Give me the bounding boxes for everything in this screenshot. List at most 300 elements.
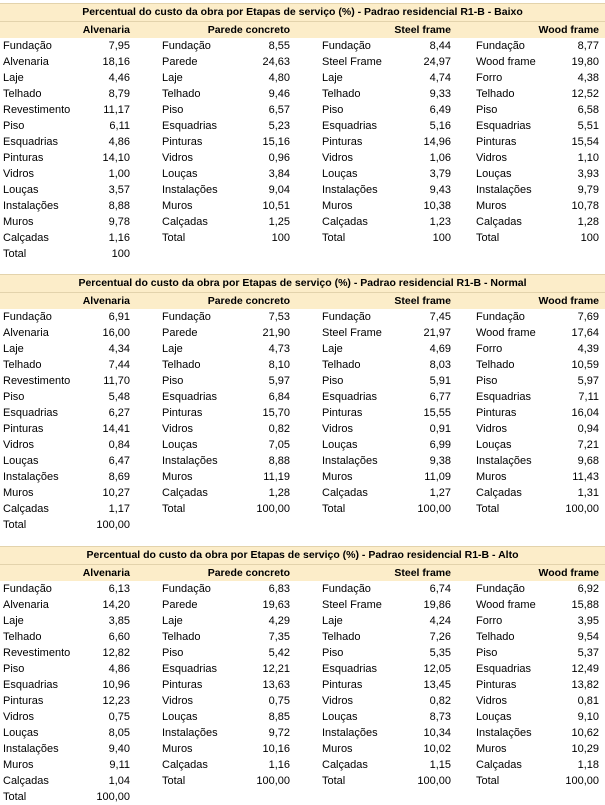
row-value: 10,02	[423, 743, 451, 755]
row-label: Instalações	[476, 455, 532, 467]
row-label: Muros	[322, 200, 353, 212]
row-value: 0,75	[268, 695, 290, 707]
row-label: Instalações	[3, 200, 59, 212]
row-label: Laje	[322, 343, 343, 355]
row-label: Total	[322, 503, 346, 515]
row-value: 15,54	[571, 136, 599, 148]
table-row	[3, 357, 130, 373]
row-value: 6,13	[108, 583, 130, 595]
row-label: Parede	[162, 327, 198, 339]
row-label: Vidros	[476, 152, 507, 164]
row-value: 14,20	[102, 599, 130, 611]
row-label: Esquadrias	[162, 391, 218, 403]
row-value: 1,16	[268, 759, 290, 771]
row-value: 15,70	[262, 407, 290, 419]
row-value: 5,97	[577, 375, 599, 387]
row-value: 7,35	[268, 631, 290, 643]
row-label: Calçadas	[162, 216, 208, 228]
row-value: 4,24	[429, 615, 451, 627]
row-label: Parede	[162, 56, 198, 68]
table-row	[162, 198, 290, 214]
table-row	[162, 741, 290, 757]
row-label: Laje	[162, 72, 183, 84]
row-label: Esquadrias	[162, 120, 218, 132]
row-label: Pinturas	[476, 136, 517, 148]
table-row	[162, 645, 290, 661]
row-label: Piso	[3, 391, 25, 403]
row-label: Vidros	[3, 168, 34, 180]
row-value: 7,44	[108, 359, 130, 371]
column-alvenaria	[0, 581, 136, 805]
row-label: Instalações	[476, 184, 532, 196]
row-value: 10,38	[423, 200, 451, 212]
table-row	[476, 725, 599, 741]
row-value: 17,64	[571, 327, 599, 339]
row-value: 9,38	[429, 455, 451, 467]
row-value: 12,05	[423, 663, 451, 675]
row-value: 11,19	[263, 471, 290, 483]
row-label: Pinturas	[476, 679, 517, 691]
row-value: 5,48	[108, 391, 130, 403]
row-label: Muros	[3, 759, 34, 771]
header-wood-frame: Wood frame	[538, 567, 599, 579]
table-row	[476, 709, 599, 725]
table-row	[322, 693, 451, 709]
row-value: 21,97	[423, 327, 451, 339]
table-row	[162, 469, 290, 485]
table-row	[322, 597, 451, 613]
row-label: Calçadas	[3, 232, 49, 244]
table-row	[3, 773, 130, 789]
table-row	[476, 357, 599, 373]
row-value: 8,03	[429, 359, 451, 371]
row-value: 24,97	[423, 56, 451, 68]
row-label: Total	[322, 232, 346, 244]
table-row	[476, 645, 599, 661]
column-wood-frame	[457, 309, 605, 533]
row-value: 12,82	[102, 647, 130, 659]
row-label: Total	[322, 775, 346, 787]
row-label: Instalações	[322, 727, 378, 739]
table-row	[476, 405, 599, 421]
row-label: Esquadrias	[322, 120, 378, 132]
table-row	[3, 725, 130, 741]
row-value: 4,38	[577, 72, 599, 84]
row-value: 7,21	[577, 439, 599, 451]
row-label: Fundação	[322, 40, 371, 52]
row-label: Calçadas	[162, 487, 208, 499]
table-row	[162, 102, 290, 118]
row-value: 1,15	[429, 759, 451, 771]
row-label: Fundação	[3, 583, 52, 595]
table-row	[476, 389, 599, 405]
row-label: Pinturas	[162, 407, 203, 419]
row-label: Alvenaria	[3, 327, 49, 339]
table-row	[322, 629, 451, 645]
row-label: Calçadas	[322, 487, 368, 499]
row-value: 8,69	[108, 471, 130, 483]
row-label: Pinturas	[162, 679, 203, 691]
row-value: 8,79	[108, 88, 130, 100]
row-label: Fundação	[322, 583, 371, 595]
table-row	[322, 485, 451, 501]
table-row	[3, 150, 130, 166]
total-row	[162, 230, 290, 246]
table-row	[322, 453, 451, 469]
row-value: 4,73	[268, 343, 290, 355]
table-row	[162, 70, 290, 86]
row-value: 1,10	[577, 152, 599, 164]
row-value: 1,23	[429, 216, 451, 228]
row-label: Total	[3, 248, 27, 260]
row-value: 5,97	[268, 375, 290, 387]
row-label: Instalações	[322, 455, 378, 467]
total-row	[3, 789, 130, 805]
table-row	[162, 485, 290, 501]
table-row	[322, 469, 451, 485]
row-value: 9,43	[429, 184, 451, 196]
row-value: 9,68	[577, 455, 599, 467]
row-value: 5,35	[429, 647, 451, 659]
table-row	[162, 677, 290, 693]
column-steel-frame	[296, 38, 457, 262]
table-row	[322, 102, 451, 118]
row-value: 13,45	[423, 679, 451, 691]
table-row	[322, 198, 451, 214]
row-value: 100	[432, 232, 451, 244]
row-value: 100	[271, 232, 290, 244]
table-row	[322, 709, 451, 725]
row-value: 6,92	[577, 583, 599, 595]
table-row	[3, 693, 130, 709]
row-value: 15,55	[423, 407, 451, 419]
table-row	[3, 198, 130, 214]
row-value: 19,86	[423, 599, 451, 611]
table-row	[162, 693, 290, 709]
row-label: Revestimento	[3, 104, 71, 116]
row-value: 15,16	[262, 136, 290, 148]
row-value: 8,88	[268, 455, 290, 467]
row-value: 7,53	[268, 311, 290, 323]
row-value: 10,96	[102, 679, 130, 691]
table-row	[476, 613, 599, 629]
row-value: 7,26	[429, 631, 451, 643]
row-label: Instalações	[322, 184, 378, 196]
row-value: 8,05	[108, 727, 130, 739]
row-value: 16,04	[571, 407, 599, 419]
table-row	[3, 373, 130, 389]
row-label: Calçadas	[476, 487, 522, 499]
table-row	[322, 437, 451, 453]
column-parede-concreto	[136, 309, 296, 533]
table-row	[476, 437, 599, 453]
row-label: Fundação	[162, 311, 211, 323]
table-row	[322, 134, 451, 150]
table-row	[476, 166, 599, 182]
row-value: 0,94	[577, 423, 599, 435]
table-row	[476, 453, 599, 469]
row-label: Laje	[322, 72, 343, 84]
row-label: Calçadas	[476, 759, 522, 771]
table-row	[322, 373, 451, 389]
row-label: Forro	[476, 72, 503, 84]
row-label: Calçadas	[476, 216, 522, 228]
row-label: Vidros	[476, 423, 507, 435]
row-label: Vidros	[322, 695, 353, 707]
column-header-row	[0, 22, 605, 38]
row-value: 13,82	[571, 679, 599, 691]
row-value: 8,10	[268, 359, 290, 371]
row-value: 5,23	[268, 120, 290, 132]
row-value: 14,96	[423, 136, 451, 148]
table-row	[162, 421, 290, 437]
row-label: Louças	[3, 184, 39, 196]
row-label: Esquadrias	[322, 663, 378, 675]
row-value: 10,29	[571, 743, 599, 755]
row-label: Vidros	[162, 695, 193, 707]
table-row	[3, 309, 130, 325]
row-value: 1,31	[577, 487, 599, 499]
table-row	[476, 469, 599, 485]
row-value: 11,09	[424, 471, 451, 483]
row-label: Instalações	[476, 727, 532, 739]
table-row	[322, 182, 451, 198]
row-value: 1,17	[108, 503, 130, 515]
table-row	[322, 645, 451, 661]
total-row	[3, 517, 130, 533]
row-label: Telhado	[322, 359, 361, 371]
table-row	[476, 134, 599, 150]
row-label: Laje	[322, 615, 343, 627]
row-label: Telhado	[162, 631, 201, 643]
table-row	[3, 581, 130, 597]
row-value: 18,16	[102, 56, 130, 68]
row-value: 12,52	[571, 88, 599, 100]
row-value: 10,51	[262, 200, 290, 212]
row-value: 5,16	[429, 120, 451, 132]
total-row	[322, 501, 451, 517]
header-steel-frame: Steel frame	[394, 295, 451, 307]
table-row	[322, 341, 451, 357]
table-row	[476, 150, 599, 166]
row-label: Piso	[476, 375, 498, 387]
row-label: Louças	[3, 727, 39, 739]
row-value: 8,77	[577, 40, 599, 52]
row-value: 4,39	[577, 343, 599, 355]
header-wood-frame: Wood frame	[538, 24, 599, 36]
row-value: 4,34	[108, 343, 130, 355]
row-value: 100,00	[417, 503, 451, 515]
header-parede-concreto: Parede concreto	[207, 567, 290, 579]
row-label: Telhado	[476, 359, 515, 371]
table-row	[162, 725, 290, 741]
row-label: Louças	[3, 455, 39, 467]
row-value: 7,45	[429, 311, 451, 323]
table-row	[322, 118, 451, 134]
row-label: Piso	[322, 375, 344, 387]
row-label: Telhado	[476, 631, 515, 643]
row-value: 1,25	[268, 216, 290, 228]
table-row	[322, 389, 451, 405]
row-label: Calçadas	[3, 775, 49, 787]
row-value: 4,46	[108, 72, 130, 84]
row-value: 8,88	[108, 200, 130, 212]
row-value: 13,63	[262, 679, 290, 691]
row-label: Pinturas	[322, 136, 363, 148]
table-row	[162, 182, 290, 198]
row-value: 6,11	[109, 120, 130, 132]
table-row	[162, 325, 290, 341]
row-label: Instalações	[162, 727, 218, 739]
row-value: 4,86	[108, 136, 130, 148]
row-value: 10,34	[423, 727, 451, 739]
row-label: Total	[162, 503, 186, 515]
row-label: Fundação	[162, 583, 211, 595]
row-value: 5,91	[429, 375, 451, 387]
total-row	[476, 501, 599, 517]
table-row	[3, 134, 130, 150]
table-row	[3, 453, 130, 469]
row-label: Muros	[476, 471, 507, 483]
row-label: Telhado	[476, 88, 515, 100]
table-row	[476, 677, 599, 693]
row-value: 7,95	[108, 40, 130, 52]
row-label: Wood frame	[476, 56, 536, 68]
header-steel-frame: Steel frame	[394, 24, 451, 36]
row-value: 3,93	[577, 168, 599, 180]
row-value: 100,00	[96, 519, 130, 531]
table-row	[162, 389, 290, 405]
row-label: Instalações	[162, 455, 218, 467]
table-row	[476, 118, 599, 134]
table-row	[476, 661, 599, 677]
row-value: 9,40	[108, 743, 130, 755]
row-value: 9,78	[108, 216, 130, 228]
table-row	[476, 309, 599, 325]
row-label: Pinturas	[3, 695, 44, 707]
row-value: 10,16	[262, 743, 290, 755]
total-row	[322, 230, 451, 246]
table-row	[162, 453, 290, 469]
table-row	[322, 741, 451, 757]
table-row	[162, 405, 290, 421]
row-label: Piso	[322, 647, 344, 659]
row-value: 100	[580, 232, 599, 244]
row-value: 6,60	[108, 631, 130, 643]
row-value: 12,23	[102, 695, 130, 707]
row-label: Piso	[3, 663, 25, 675]
row-value: 4,29	[268, 615, 290, 627]
table-row	[476, 597, 599, 613]
row-value: 14,10	[102, 152, 130, 164]
row-label: Total	[476, 232, 500, 244]
table-row	[162, 437, 290, 453]
row-label: Calçadas	[322, 216, 368, 228]
table-row	[476, 757, 599, 773]
table-row	[162, 118, 290, 134]
row-label: Vidros	[3, 439, 34, 451]
row-label: Muros	[3, 487, 34, 499]
table-row	[3, 38, 130, 54]
row-label: Esquadrias	[3, 679, 59, 691]
row-label: Muros	[322, 743, 353, 755]
row-label: Telhado	[322, 631, 361, 643]
row-label: Piso	[162, 104, 184, 116]
row-value: 3,57	[108, 184, 130, 196]
row-label: Steel Frame	[322, 599, 382, 611]
row-label: Wood frame	[476, 599, 536, 611]
row-value: 10,78	[571, 200, 599, 212]
table-row	[162, 357, 290, 373]
column-parede-concreto	[136, 581, 296, 805]
table-row	[3, 405, 130, 421]
row-label: Louças	[322, 711, 358, 723]
column-alvenaria	[0, 38, 136, 262]
column-wood-frame	[457, 581, 605, 805]
table-row	[322, 725, 451, 741]
row-value: 6,83	[268, 583, 290, 595]
row-label: Muros	[162, 471, 193, 483]
row-label: Muros	[476, 200, 507, 212]
row-label: Piso	[162, 375, 184, 387]
row-value: 1,18	[577, 759, 599, 771]
row-value: 7,05	[268, 439, 290, 451]
row-label: Laje	[3, 72, 24, 84]
row-label: Telhado	[322, 88, 361, 100]
row-value: 6,84	[268, 391, 290, 403]
row-label: Calçadas	[322, 759, 368, 771]
row-value: 7,11	[578, 391, 599, 403]
table-row	[322, 150, 451, 166]
table-row	[322, 357, 451, 373]
table-row	[322, 421, 451, 437]
row-value: 10,59	[571, 359, 599, 371]
row-value: 6,27	[108, 407, 130, 419]
row-label: Telhado	[162, 359, 201, 371]
row-label: Instalações	[162, 184, 218, 196]
table-row	[3, 597, 130, 613]
row-label: Alvenaria	[3, 599, 49, 611]
table-row	[3, 437, 130, 453]
row-label: Louças	[162, 711, 198, 723]
table-row	[3, 469, 130, 485]
row-value: 9,72	[268, 727, 290, 739]
row-value: 6,57	[268, 104, 290, 116]
row-value: 9,11	[109, 759, 130, 771]
table-row	[322, 661, 451, 677]
row-label: Muros	[3, 216, 34, 228]
row-label: Laje	[3, 343, 24, 355]
row-value: 6,91	[108, 311, 130, 323]
row-label: Vidros	[322, 152, 353, 164]
row-value: 9,46	[268, 88, 290, 100]
table-row	[162, 757, 290, 773]
section-baixo	[0, 3, 605, 262]
row-value: 1,06	[429, 152, 451, 164]
row-value: 0,75	[108, 711, 130, 723]
table-row	[162, 214, 290, 230]
row-label: Louças	[162, 168, 198, 180]
section-title: Percentual do custo da obra por Etapas de serviço (%) - Padrao residencial R1-B - Normal	[0, 274, 605, 293]
row-label: Fundação	[3, 40, 52, 52]
row-value: 5,42	[268, 647, 290, 659]
row-label: Total	[476, 503, 500, 515]
row-label: Parede	[162, 599, 198, 611]
row-value: 1,00	[108, 168, 130, 180]
row-value: 1,27	[429, 487, 451, 499]
table-row	[322, 86, 451, 102]
row-label: Esquadrias	[3, 407, 59, 419]
